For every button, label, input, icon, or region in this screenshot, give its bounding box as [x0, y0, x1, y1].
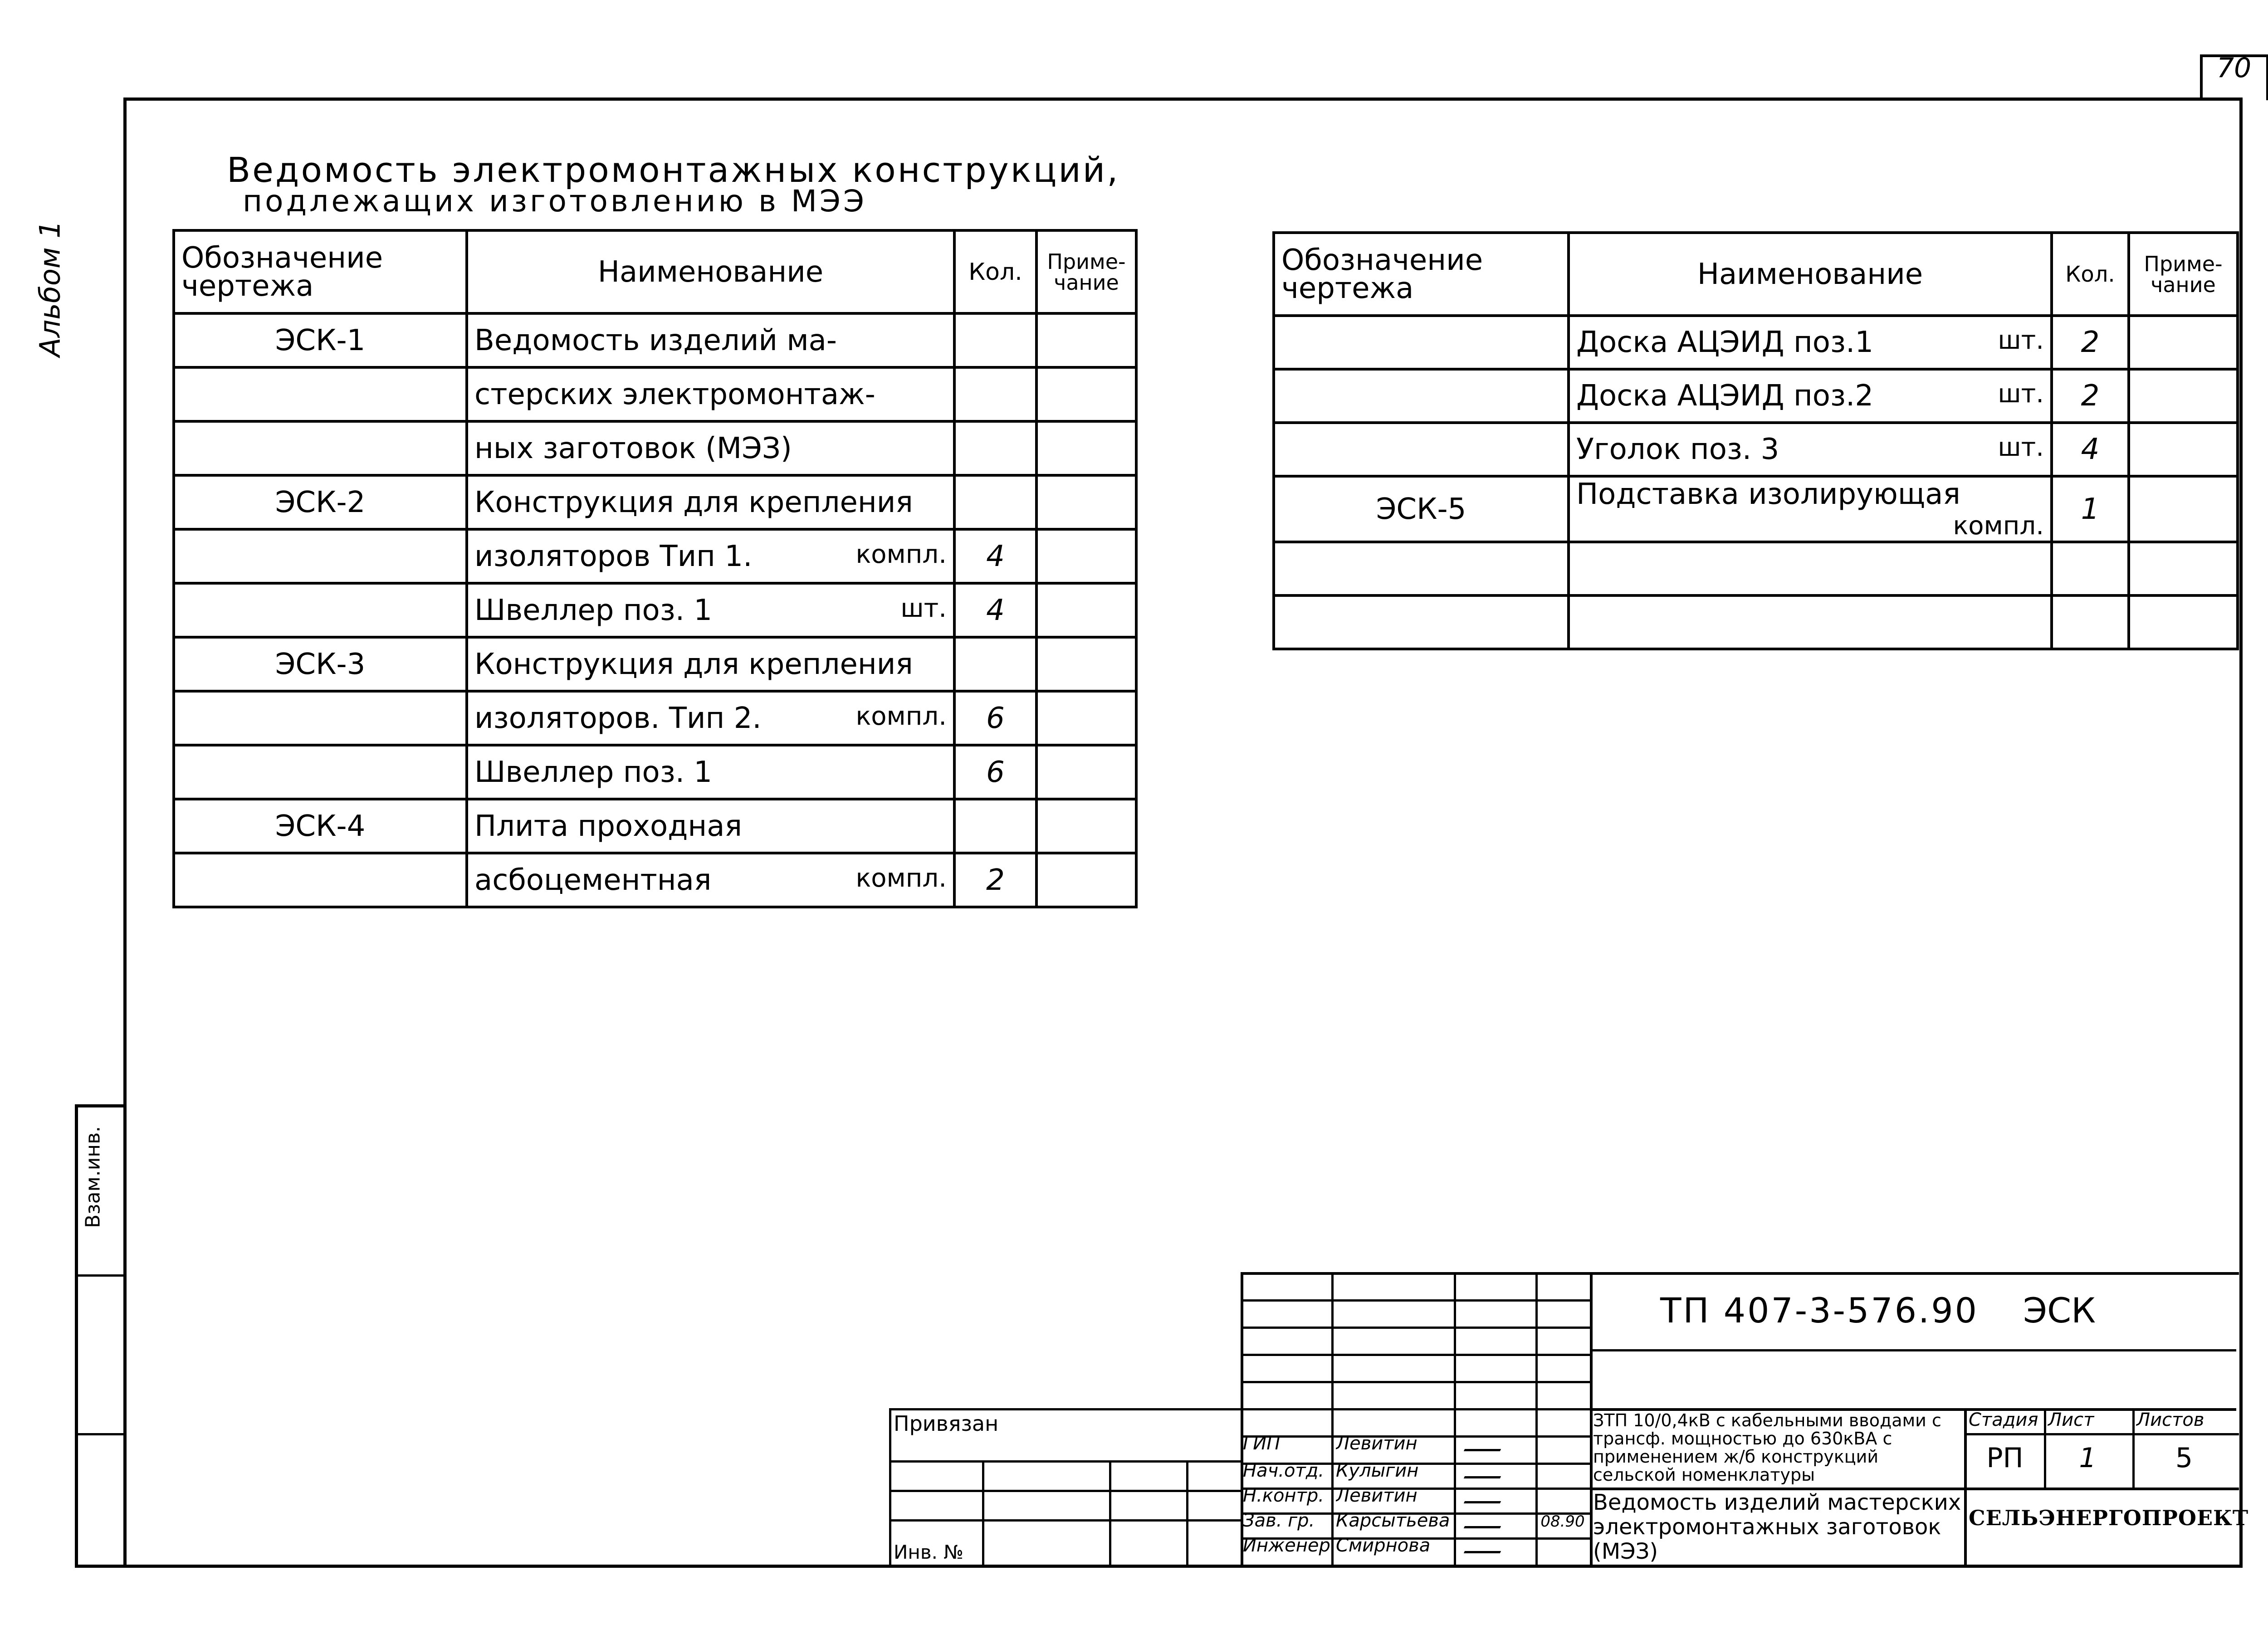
row-designation: ЭСК-2 [174, 475, 467, 529]
stage-label: Стадия [1969, 1410, 2038, 1430]
row-name-cell [467, 583, 954, 637]
row-designation [1274, 542, 1569, 595]
row-qty [954, 313, 1036, 367]
stamp-role: Н.контр. [1243, 1485, 1324, 1506]
row-name: изоляторов Тип 1. [474, 539, 753, 573]
row-unit: компл. [855, 863, 947, 893]
row-note [1036, 583, 1136, 637]
header-designation: Обозначение чертежа [174, 230, 467, 313]
stamp-role: ГИП [1243, 1433, 1281, 1454]
row-name: Доска АЦЭИД поз.2 [1576, 379, 1874, 413]
row-designation [174, 853, 467, 907]
row-qty [954, 367, 1036, 421]
table-row [174, 745, 1136, 799]
left-table-body [174, 313, 1136, 907]
page-number: 70 [2216, 52, 2252, 84]
side-album-label: Альбом 1 [33, 220, 67, 357]
row-designation [1274, 369, 1569, 423]
header-name: Наименование [467, 230, 954, 313]
row-name-cell [467, 421, 954, 475]
right-table-body [1274, 316, 2238, 649]
side-strip-divider [75, 1274, 123, 1277]
row-designation [1274, 316, 1569, 369]
stage-value: РП [1986, 1442, 2024, 1474]
table-row [174, 475, 1136, 529]
table-row [1274, 476, 2238, 542]
row-name-cell [467, 367, 954, 421]
row-note [1036, 529, 1136, 583]
inv-label: Инв. № [894, 1541, 964, 1563]
row-name: Подставка изолирующая [1576, 478, 1960, 511]
row-unit: шт. [900, 593, 947, 623]
row-note [1036, 313, 1136, 367]
row-unit: компл. [855, 701, 947, 731]
table-row [174, 853, 1136, 907]
stamp-person-name: Левитин [1336, 1433, 1418, 1454]
stamp-role: Инженер [1243, 1535, 1330, 1556]
row-designation [1274, 423, 1569, 476]
row-unit: компл. [1953, 511, 2044, 541]
row-note [1036, 853, 1136, 907]
row-name: Конструкция для крепления [474, 647, 913, 681]
sheet-title: Ведомость изделий мастерских электромонтажных заготовок (МЭЗ) [1593, 1490, 1961, 1564]
side-field-label: Взам.инв. [81, 1126, 105, 1229]
sheets-label: Листов [2136, 1410, 2204, 1430]
table-row [1274, 542, 2238, 595]
row-name-cell [467, 475, 954, 529]
row-qty [954, 475, 1036, 529]
table-row [174, 583, 1136, 637]
row-qty: 4 [954, 529, 1036, 583]
row-unit: шт. [1998, 326, 2044, 355]
row-qty: 2 [2052, 369, 2129, 423]
signature-mark [1467, 1488, 1504, 1505]
row-designation [174, 583, 467, 637]
row-name-cell [467, 745, 954, 799]
left-spec-table [172, 229, 1138, 908]
row-qty: 4 [2052, 423, 2129, 476]
row-unit: шт. [1998, 433, 2044, 462]
row-designation: ЭСК-5 [1274, 476, 1569, 542]
row-name-cell [467, 799, 954, 853]
row-qty [954, 421, 1036, 475]
row-designation: ЭСК-3 [174, 637, 467, 691]
header-note: Приме-чание [1036, 230, 1136, 313]
row-note [1036, 691, 1136, 745]
row-qty: 6 [954, 691, 1036, 745]
row-unit: компл. [855, 539, 947, 569]
row-name: Ведомость изделий ма- [474, 323, 837, 357]
privyazan-label: Привязан [894, 1411, 999, 1436]
table-row [174, 529, 1136, 583]
stamp-roles [1243, 1433, 1588, 1565]
table-row [174, 799, 1136, 853]
row-name-cell [1569, 542, 2052, 595]
row-note [2129, 595, 2238, 649]
row-note [1036, 367, 1136, 421]
row-qty: 2 [2052, 316, 2129, 369]
row-note [1036, 475, 1136, 529]
table-row [1274, 369, 2238, 423]
stamp-person-name: Карсытьева [1336, 1510, 1450, 1531]
row-name-cell [467, 853, 954, 907]
row-note [1036, 421, 1136, 475]
row-name: изоляторов. Тип 2. [474, 701, 762, 735]
row-name-cell [1569, 423, 2052, 476]
header-qty: Кол. [2052, 233, 2129, 316]
row-designation [174, 691, 467, 745]
right-spec-table [1272, 231, 2239, 650]
document-subtitle: подлежащих изготовлению в МЭЭ [243, 184, 867, 219]
row-qty [2052, 595, 2129, 649]
header-qty: Кол. [954, 230, 1036, 313]
table-row [1274, 316, 2238, 369]
row-name: Швеллер поз. 1 [474, 755, 713, 789]
table-row [174, 691, 1136, 745]
row-designation: ЭСК-1 [174, 313, 467, 367]
row-designation [1274, 595, 1569, 649]
stamp-role: Нач.отд. [1243, 1460, 1325, 1481]
row-designation [174, 529, 467, 583]
table-row [1274, 423, 2238, 476]
row-name: ных заготовок (МЭЗ) [474, 431, 792, 465]
row-note [2129, 476, 2238, 542]
row-name: Конструкция для крепления [474, 485, 913, 519]
row-note [2129, 316, 2238, 369]
row-name-cell [1569, 369, 2052, 423]
table-row [174, 313, 1136, 367]
row-name: Уголок поз. 3 [1576, 433, 1779, 466]
row-name: стерских электромонтаж- [474, 377, 875, 411]
document-title: Ведомость электромонтажных конструкций, [227, 150, 1120, 190]
signature-mark [1467, 1537, 1504, 1555]
row-unit: шт. [1998, 379, 2044, 409]
stamp-role: Зав. гр. [1243, 1510, 1315, 1531]
sheets-value: 5 [2175, 1442, 2193, 1474]
sheet-value: 1 [2079, 1442, 2097, 1474]
row-note [1036, 637, 1136, 691]
stamp-person-name: Левитин [1336, 1485, 1418, 1506]
row-qty: 1 [2052, 476, 2129, 542]
table-row [174, 367, 1136, 421]
table-row [1274, 595, 2238, 649]
table-row [174, 421, 1136, 475]
table-row [174, 637, 1136, 691]
row-note [1036, 799, 1136, 853]
row-note [2129, 542, 2238, 595]
row-qty: 6 [954, 745, 1036, 799]
row-note [2129, 369, 2238, 423]
row-name-cell [1569, 476, 2052, 542]
stamp-person-name: Смирнова [1336, 1535, 1431, 1556]
row-name-cell [1569, 316, 2052, 369]
document-mark: ЭСК [2023, 1290, 2096, 1331]
signature-mark [1467, 1463, 1504, 1480]
stamp-date: 08.90 [1540, 1512, 1585, 1531]
row-name: Плита проходная [474, 809, 742, 843]
row-name-cell [467, 529, 954, 583]
row-designation [174, 745, 467, 799]
header-name: Наименование [1569, 233, 2052, 316]
row-name-cell [1569, 595, 2052, 649]
row-qty: 2 [954, 853, 1036, 907]
signature-mark [1467, 1435, 1504, 1453]
row-qty [954, 637, 1036, 691]
sheet-label: Лист [2048, 1410, 2094, 1430]
header-note: Приме-чание [2129, 233, 2238, 316]
row-designation [174, 421, 467, 475]
row-name-cell [467, 313, 954, 367]
row-note [1036, 745, 1136, 799]
row-qty: 4 [954, 583, 1036, 637]
row-name: асбоцементная [474, 863, 712, 897]
document-code: ТП 407-3-576.90 [1660, 1290, 1979, 1331]
row-name-cell [467, 691, 954, 745]
side-strip-divider [75, 1433, 123, 1435]
row-qty [2052, 542, 2129, 595]
row-qty [954, 799, 1036, 853]
stamp-person-name: Кулыгин [1336, 1460, 1419, 1481]
row-note [2129, 423, 2238, 476]
row-name: Швеллер поз. 1 [474, 593, 713, 627]
row-designation [174, 367, 467, 421]
row-name: Доска АЦЭИД поз.1 [1576, 326, 1874, 359]
header-designation: Обозначение чертежа [1274, 233, 1569, 316]
organization-name: СЕЛЬЭНЕРГОПРОЕКТ [1969, 1506, 2249, 1530]
project-description: ЗТП 10/0,4кВ с кабельными вводами с трансф. мощностью до 630кВА с применением ж/б конструкций сельской номенклатуры [1593, 1411, 1941, 1485]
row-designation: ЭСК-4 [174, 799, 467, 853]
signature-mark [1467, 1512, 1504, 1530]
row-name-cell [467, 637, 954, 691]
